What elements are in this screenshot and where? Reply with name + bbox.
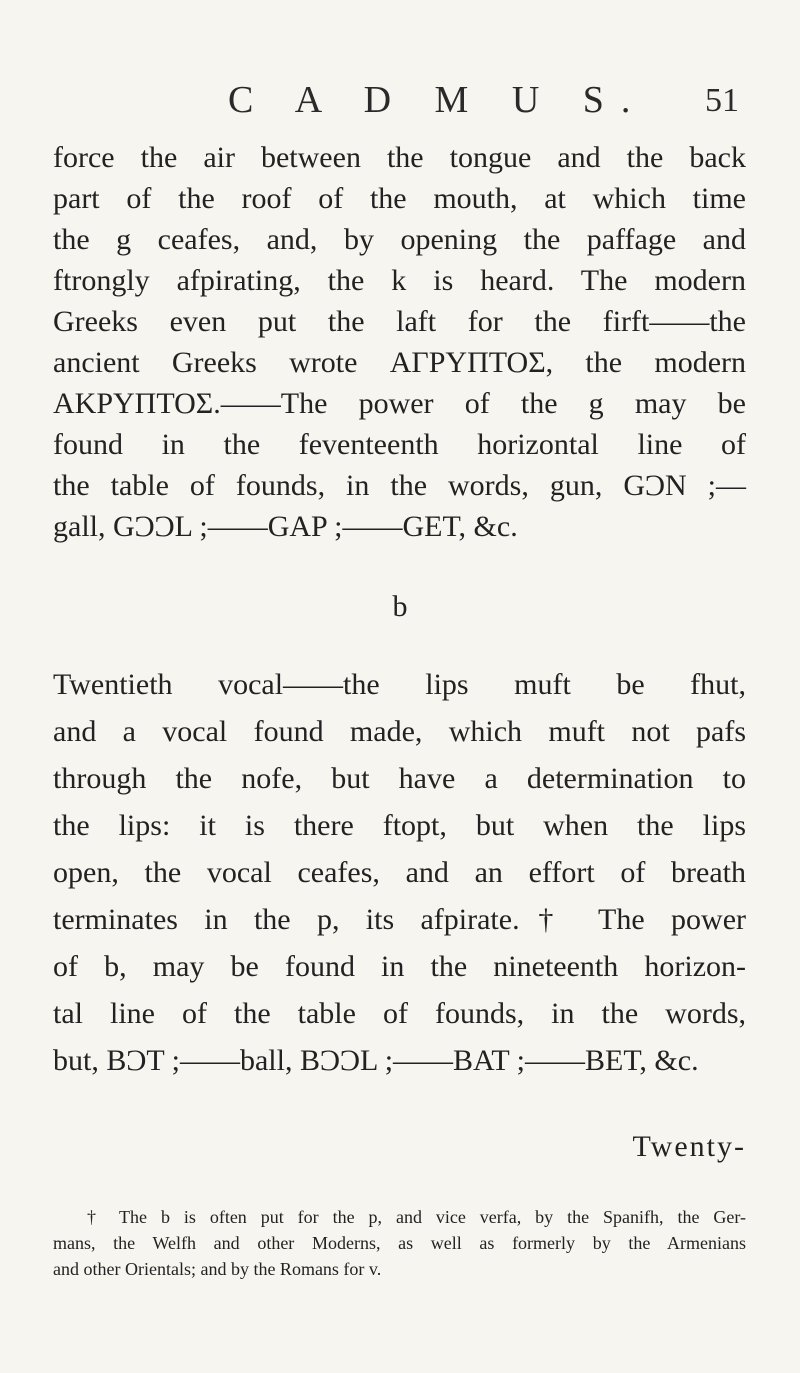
text-line: the g ceafes, and, by opening the paffage and	[53, 223, 746, 256]
text-line: ftrongly afpirating, the k is heard. The modern	[53, 264, 746, 297]
text-line: tal line of the table of founds, in the words,	[53, 997, 746, 1030]
text-line: force the air between the tongue and the back	[53, 141, 746, 174]
text-line: of b, may be found in the nineteenth horizon-	[53, 950, 746, 983]
page-number: 51	[705, 82, 739, 119]
text-line: part of the roof of the mouth, at which time	[53, 182, 746, 215]
text-line: the lips: it is there ftopt, but when the lips	[53, 809, 746, 842]
text-line: open, the vocal ceafes, and an effort of breath	[53, 856, 746, 889]
footnote-line: mans, the Welfh and other Moderns, as well as formerly by the Armenians	[53, 1233, 746, 1253]
page-header	[0, 78, 800, 128]
running-head: C A D M U S.	[228, 79, 648, 121]
text-line: ancient Greeks wrote ΑΓΡΥΠΤΟΣ, the modern	[53, 346, 746, 379]
text-line: Greeks even put the laft for the firft——the	[53, 305, 746, 338]
text-line: Twentieth vocal——the lips muft be fhut,	[53, 668, 746, 701]
text-line: and a vocal found made, which muft not pafs	[53, 715, 746, 748]
section-letter: b	[392, 590, 408, 623]
footnote-line: † The b is often put for the p, and vice verfa, by the Spanifh, the Ger-	[87, 1207, 746, 1227]
text-line: ΑΚΡΥΠΤΟΣ.——The power of the g may be	[53, 387, 746, 420]
text-line: the table of founds, in the words, gun, GϽΝ ;—	[53, 469, 746, 502]
catchword: Twenty-	[632, 1130, 746, 1163]
text-line: found in the feventeenth horizontal line of	[53, 428, 746, 461]
footnote-line: and other Orientals; and by the Romans for v.	[53, 1259, 382, 1279]
text-line: gall, GϽϽL ;——GAP ;——GET, &c.	[53, 510, 518, 543]
text-line: terminates in the p, its afpirate.† The power	[53, 903, 746, 936]
text-line: through the nofe, but have a determination to	[53, 762, 746, 795]
text-line: but, BϽT ;——ball, BϽϽL ;——BAT ;——BET, &c.	[53, 1044, 699, 1077]
